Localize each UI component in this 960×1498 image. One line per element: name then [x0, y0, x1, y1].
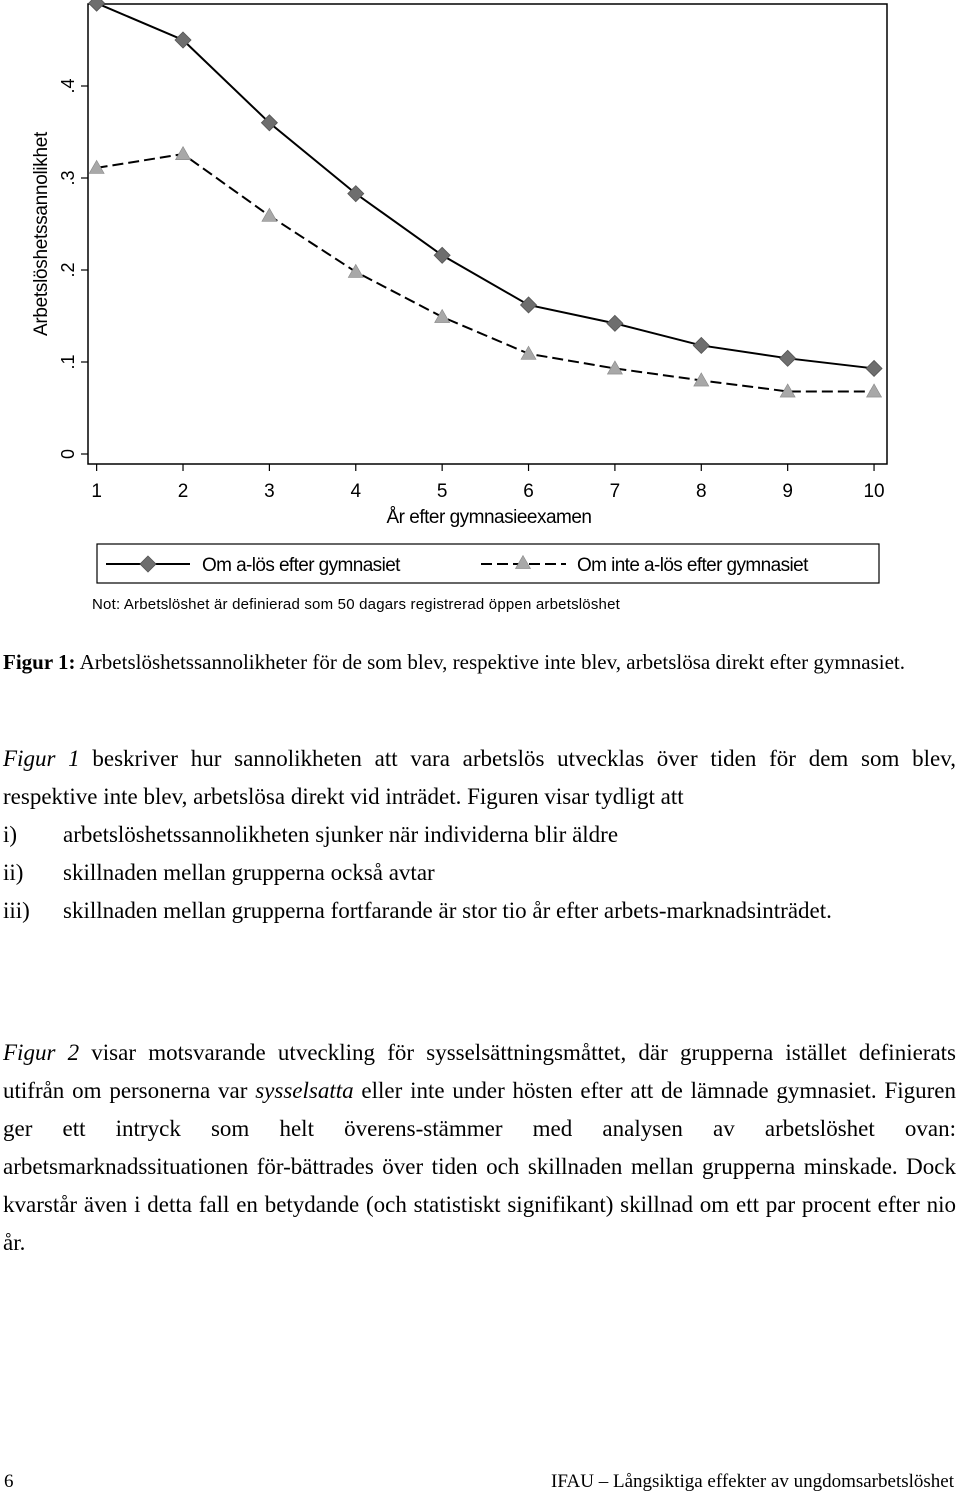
- figure-caption: [3, 648, 953, 677]
- line-chart: [0, 0, 960, 590]
- list-item-3-num: iii): [3, 898, 30, 923]
- x-tick-label-8: 9: [782, 481, 793, 502]
- legend: [97, 544, 879, 583]
- series-1-point-6: [521, 297, 537, 313]
- series-2-point-3: [262, 208, 277, 221]
- x-axis: [91, 464, 884, 502]
- caption-label: Figur 1:: [3, 650, 76, 674]
- series-2-point-6: [521, 346, 536, 359]
- x-tick-label-2: 3: [264, 481, 275, 502]
- y-tick-label-0: 0: [58, 448, 78, 460]
- list-item-2-num: ii): [3, 860, 24, 885]
- list-item-2: [3, 854, 956, 892]
- legend-label-series-2: Om inte a-lös efter gymnasiet: [577, 555, 808, 576]
- running-title: IFAU – Långsiktiga effekter av ungdomsarbetslöshet: [551, 1471, 954, 1492]
- caption-text: Arbetslöshetssannolikheter för de som blev, respektive inte blev, arbetslösa direkt efter gymnasiet.: [79, 650, 905, 674]
- figure-1-ref: Figur 1: [3, 746, 80, 771]
- series-2-point-4: [348, 264, 363, 277]
- list-item-1: [3, 816, 956, 854]
- page-number: 6: [4, 1471, 14, 1492]
- y-axis: [58, 0, 88, 459]
- paragraph-2-text: [3, 1034, 956, 1262]
- y-tick-label-1: .1: [58, 354, 78, 370]
- paragraph-1: [3, 740, 956, 930]
- list-item-3: [3, 892, 956, 930]
- x-tick-label-6: 7: [609, 481, 621, 502]
- series-line-2: [97, 154, 874, 391]
- figure-note: Not: Arbetslöshet är definierad som 50 dagars registrerad öppen arbetslöshet: [92, 596, 620, 613]
- paragraph-2-body-a: visar motsvarande utveckling för sysselsättningsmåttet, där grupperna istället definierats utifrån om personerna var: [3, 1040, 956, 1103]
- series-layer: [89, 0, 882, 397]
- list-item-1-text: arbetslöshetssannolikheten sjunker när individerna blir äldre: [63, 822, 619, 847]
- series-2-point-5: [435, 309, 450, 322]
- paragraph-2-italic: sysselsatta: [255, 1078, 354, 1103]
- series-1-point-7: [607, 315, 623, 331]
- series-1-point-10: [866, 360, 882, 376]
- series-1-point-9: [780, 350, 796, 366]
- x-tick-label-1: 2: [177, 481, 189, 502]
- paragraph-2-body-b: eller inte under hösten efter att de lämnade gymnasiet. Figuren ger ett intryck som helt överens-stämmer med analysen av arbetslöshet ovan: arbetsmarknadssituationen för-bättrades över tiden och skillnaden mellan grupperna minskade. Dock kvarstår även i detta fall en betydande (och statistiskt signifikant) skillnad om ett par procent efter nio år.: [3, 1078, 957, 1255]
- legend-label-series-1: Om a-lös efter gymnasiet: [202, 555, 400, 576]
- legend-marker-series-2: [516, 556, 531, 569]
- y-tick-label-4: .4: [58, 78, 78, 94]
- paragraph-1-text: [3, 740, 956, 816]
- series-line-1: [97, 3, 874, 368]
- x-tick-label-7: 8: [695, 481, 707, 502]
- list-item-2-text: skillnaden mellan grupperna också avtar: [63, 860, 435, 885]
- series-2-point-10: [867, 384, 882, 397]
- series-1-point-1: [89, 0, 105, 11]
- x-tick-label-5: 6: [523, 481, 534, 502]
- series-1-point-5: [434, 247, 450, 263]
- list-item-3-text: skillnaden mellan grupperna fortfarande är stor tio år efter arbets-marknadsinträdet.: [63, 898, 832, 923]
- x-tick-label-4: 5: [436, 481, 448, 502]
- x-tick-label-9: 10: [863, 481, 885, 502]
- y-tick-label-5: [58, 0, 78, 2]
- y-tick-label-3: .3: [58, 170, 78, 186]
- plot-area: [88, 4, 887, 464]
- series-2-point-2: [176, 147, 191, 160]
- y-tick-label-2: .2: [58, 262, 78, 278]
- x-tick-label-3: 4: [350, 481, 362, 502]
- series-1-point-8: [693, 337, 709, 353]
- paragraph-1-body: beskriver hur sannolikheten att vara arbetslös utvecklas över tiden för dem som blev, respektive inte blev, arbetslösa direkt vid inträdet. Figuren visar tydligt att: [3, 746, 956, 809]
- paragraph-2: [3, 1034, 956, 1262]
- legend-marker-series-1: [140, 556, 156, 572]
- x-axis-label: År efter gymnasieexamen: [386, 507, 592, 528]
- y-axis-label: Arbetslöshetssannolikhet: [31, 131, 52, 337]
- x-tick-label-0: 1: [91, 481, 102, 502]
- figure-2-ref: Figur 2: [3, 1040, 80, 1065]
- list-item-1-num: i): [3, 822, 18, 847]
